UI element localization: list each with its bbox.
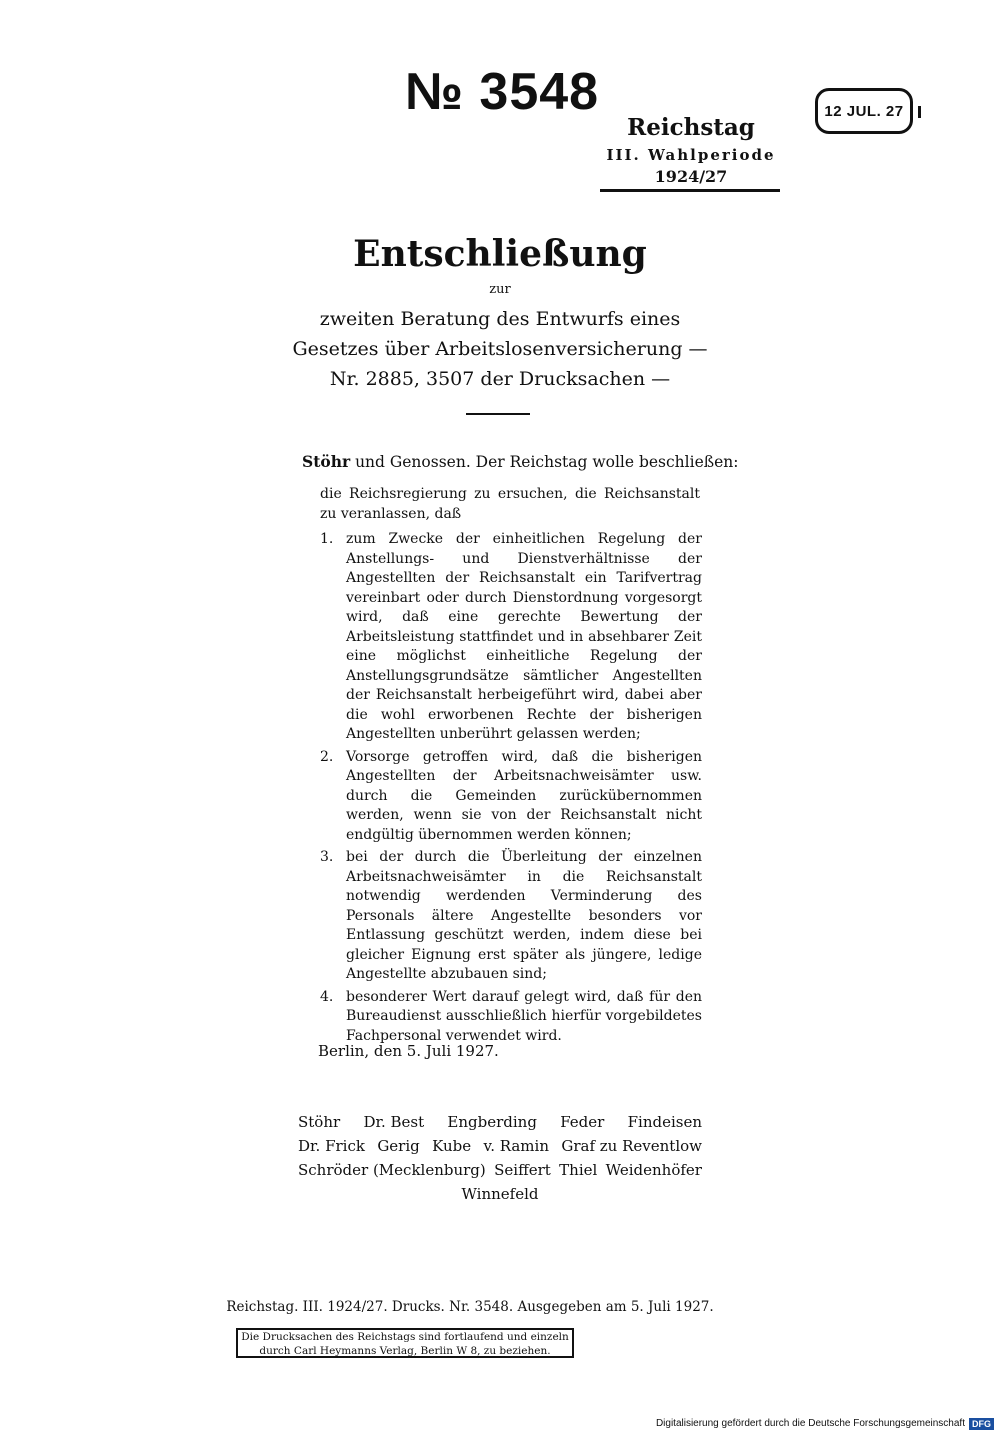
signatory-line (298, 1110, 702, 1134)
received-date-stamp (815, 88, 913, 134)
motion-lead-text: die Reichsregierung zu ersuchen, die Reichsanstalt zu veranlassen, daß (320, 486, 700, 522)
signatory-line (298, 1158, 702, 1182)
item-number: 2. (320, 748, 334, 765)
motion-items (320, 530, 702, 1049)
dfg-logo: DFG (969, 1418, 994, 1430)
item-number: 4. (320, 988, 334, 1005)
digitization-credit (606, 1418, 994, 1430)
reichstag-block-rule (600, 189, 780, 192)
list-item (320, 530, 702, 745)
signatory: Gerig (377, 1137, 420, 1155)
publisher-notice-line: Die Drucksachen des Reichstags sind fortlaufend und einzeln (241, 1331, 569, 1343)
signatory: Engberding (447, 1113, 537, 1131)
credit-text: Digitalisierung gefördert durch die Deutsche Forschungsgemeinschaft (655, 1418, 965, 1429)
publisher-notice-box (236, 1328, 574, 1358)
publisher-notice-line: durch Carl Heymanns Verlag, Berlin W 8, zu beziehen. (259, 1345, 551, 1357)
signatory: v. Ramin (483, 1137, 549, 1155)
title-preposition: zur (489, 282, 511, 297)
document-subtitle (262, 304, 738, 394)
signatory: Weidenhöfer (605, 1161, 702, 1179)
period-label: III. Wahlperiode (606, 146, 776, 164)
signatory: Dr. Best (363, 1113, 425, 1131)
signatory: Kube (432, 1137, 472, 1155)
signatory: Graf zu Reventlow (561, 1137, 702, 1155)
signatory: Stöhr (298, 1113, 341, 1131)
signatory-line (298, 1182, 702, 1206)
motion-intro-text: und Genossen. Der Reichstag wolle beschließen: (350, 453, 739, 471)
signatories (298, 1110, 702, 1206)
reichstag-label: Reichstag (627, 114, 755, 141)
list-item (320, 988, 702, 1047)
stamp-mark (918, 106, 921, 118)
document-number: № 3548 (405, 63, 600, 121)
signatory: Dr. Frick (298, 1137, 365, 1155)
signatory: Thiel (559, 1161, 598, 1179)
item-text: zum Zwecke der einheitlichen Regelung der Anstellungs- und Dienstverhältnisse der Angestellten der Reichsanstalt ein Tarifvertrag vereinbart oder durch Dienstordnung vorgesorgt wird, daß eine gerechte Bewertung der Arbeitsleistung stattfindet und in absehbarer Zeit eine möglichst einheitliche Regelung der Anstellungsgrundsätze sämtlicher Angestellten der Reichsanstalt herbeigeführt wird, dabei aber die wohl erworbenen Rechte der bisherigen Angestellten unberührt gelassen werden; (346, 531, 702, 742)
item-text: besonderer Wert darauf gelegt wird, daß für den Bureaudienst ausschließlich hierfür vorgebildetes Fachpersonal verwendet wird. (346, 988, 702, 1044)
motion-intro (302, 450, 739, 474)
item-number: 1. (320, 531, 334, 547)
place-and-date: Berlin, den 5. Juli 1927. (318, 1042, 499, 1060)
title-divider (466, 413, 530, 415)
stamp-text: 12 JUL. 27 (824, 102, 904, 120)
list-item (320, 848, 702, 985)
list-item (320, 748, 702, 846)
period-years: 1924/27 (654, 167, 728, 186)
signatory: Findeisen (627, 1113, 702, 1131)
subtitle-line: Gesetzes über Arbeitslosenversicherung — (292, 338, 708, 360)
item-text: Vorsorge getroffen wird, daß die bisherigen Angestellten der Arbeitsnachweisämter usw. durch die Gemeinden zurückübernommen werden, wenn sie von der Reichsanstalt nicht endgültig übernommen werden können; (346, 748, 702, 843)
signatory: Seiffert (494, 1161, 551, 1179)
motion-proposer: Stöhr (302, 452, 351, 471)
signatory: Schröder (Mecklenburg) (298, 1161, 486, 1179)
reichstag-block (600, 112, 782, 188)
signatory-line (298, 1134, 702, 1158)
item-text: bei der durch die Überleitung der einzelnen Arbeitsnachweisämter in die Reichsanstalt notwendig werdenden Verminderung des Personals ältere Angestellte besonders vor Entlassung geschützt werden, indem diese bei gleicher Eignung erst später als jüngere, ledige Angestellte abzubauen sind; (346, 849, 702, 982)
item-number: 3. (320, 849, 334, 865)
publication-line: Reichstag. III. 1924/27. Drucks. Nr. 3548. Ausgegeben am 5. Juli 1927. (226, 1299, 714, 1315)
subtitle-line: zweiten Beratung des Entwurfs eines (319, 308, 681, 330)
signatory: Feder (560, 1113, 605, 1131)
signatory: Winnefeld (461, 1185, 539, 1203)
document-title: Entschließung (353, 233, 647, 275)
subtitle-line: Nr. 2885, 3507 der Drucksachen — (329, 368, 671, 390)
